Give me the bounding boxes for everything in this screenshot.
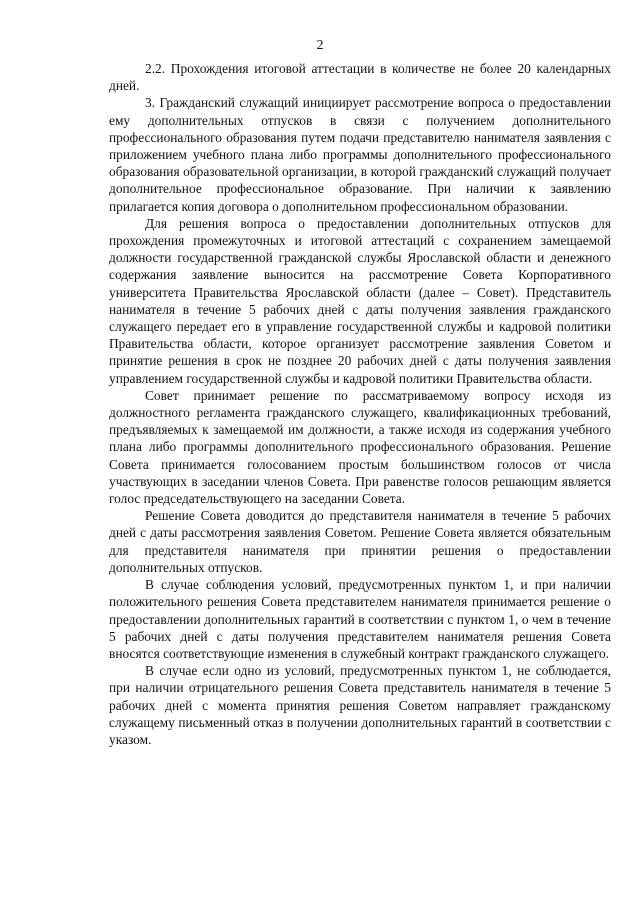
paragraph-council-decision: Совет принимает решение по рассматриваемому вопросу исходя из должностного регламента гражданского служащего, квалификационных требований, предъявляемых к замещаемой им должности, а также исходя из содержания учебного плана либо программы дополнительного профессионального образования. Решение Совета принимается голосованием простым большинством голосов от числа участвующих в заседании членов Совета. При равенстве голосов решающим является голос председательствующего на заседании Совета. <box>109 387 611 507</box>
document-body <box>109 60 611 748</box>
paragraph-3: 3. Гражданский служащий инициирует рассмотрение вопроса о предоставлении ему дополнительных отпусков в связи с получением дополнительного профессионального образования путем подачи представителю нанимателя заявления с приложением учебного плана либо программы дополнительного профессионального образования образовательной организации, в которой гражданский служащий получает дополнительное профессиональное образование. При наличии к заявлению прилагается копия договора о дополнительном профессиональном образовании. <box>109 95 611 214</box>
page-number: 2 <box>316 38 324 53</box>
paragraph-decision-delivery: Решение Совета доводится до представителя нанимателя в течение 5 рабочих дней с даты рассмотрения заявления Советом. Решение Совета является обязательным для представителя нанимателя при принятии решения о предоставлении дополнительных отпусков. <box>109 508 611 575</box>
paragraph-2-2: 2.2. Прохождения итоговой аттестации в количестве не более 20 календарных дней. <box>109 61 611 94</box>
paragraph-negative-decision: В случае если одно из условий, предусмотренных пунктом 1, не соблюдается, при наличии отрицательного решения Совета представитель нанимателя в течение 5 рабочих дней с момента принятия решения Советом направляет гражданскому служащему письменный отказ в получении дополнительных гарантий в соответствии с указом. <box>109 663 611 747</box>
paragraph-council-review: Для решения вопроса о предоставлении дополнительных отпусков для прохождения промежуточных и итоговой аттестаций с сохранением замещаемой должности государственной гражданской службы Ярославской области и денежного содержания заявление выносится на рассмотрение Совета Корпоративного университета Правительства Ярославской области (далее – Совет). Представитель нанимателя в течение 5 рабочих дней с даты получения заявления гражданского служащего передает его в управление государственной службы и кадровой политики Правительства области, которое организует рассмотрение заявления Советом и принятие решения в срок не позднее 20 рабочих дней с даты получения заявления управлением государственной службы и кадровой политики Правительства области. <box>109 215 611 386</box>
paragraph-positive-decision: В случае соблюдения условий, предусмотренных пунктом 1, и при наличии положительного решения Совета представителем нанимателя принимается решение о предоставлении дополнительных гарантий в соответствии с пунктом 1, о чем в течение 5 рабочих дней с даты получения представителем нанимателя решения Совета вносятся соответствующие изменения в служебный контракт гражданского служащего. <box>109 577 611 661</box>
